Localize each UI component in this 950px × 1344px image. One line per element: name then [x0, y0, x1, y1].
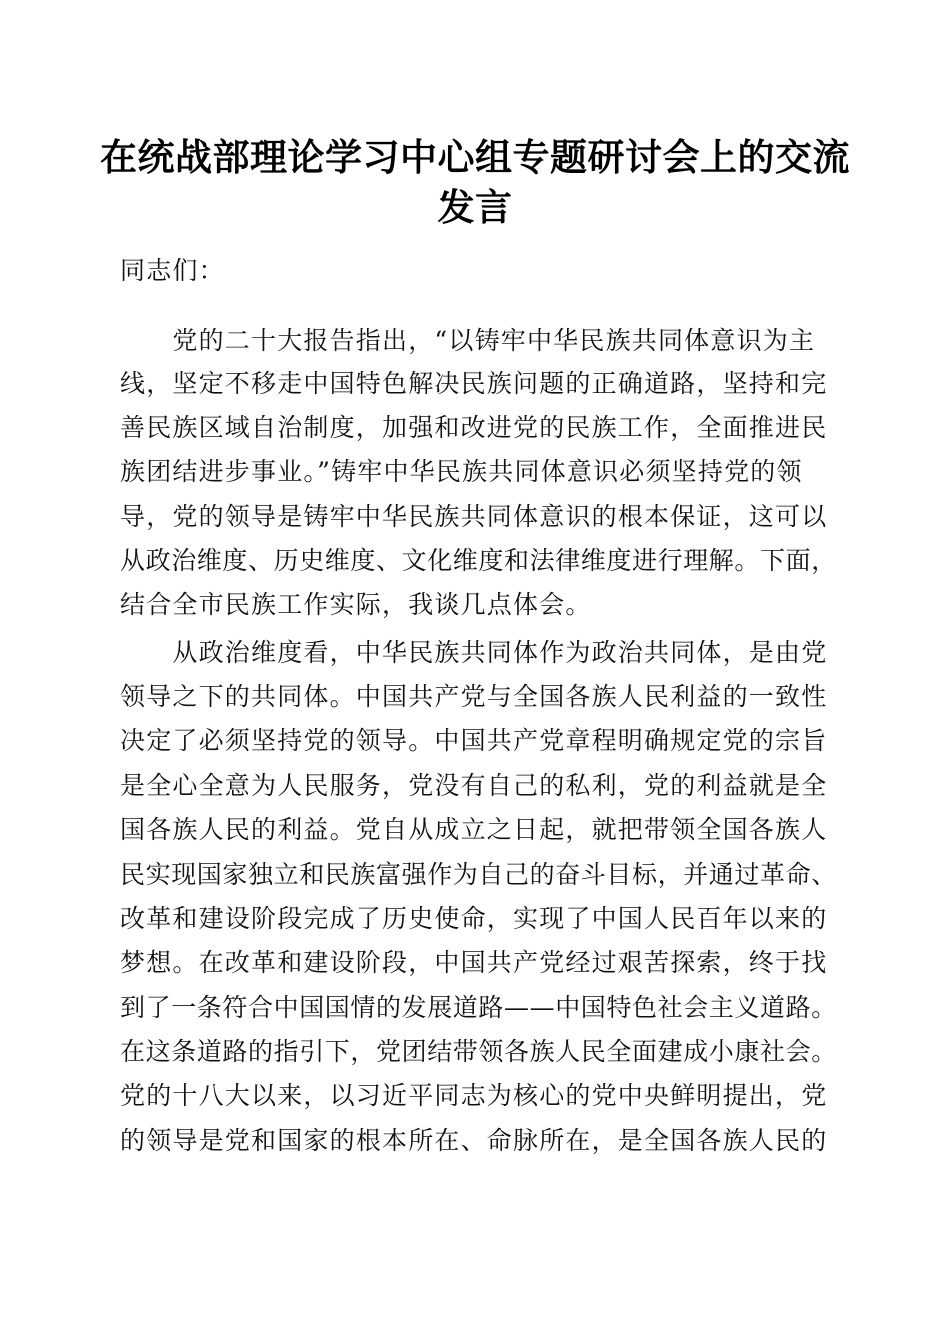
body-line: 决定了必须坚持党的领导。中国共产党章程明确规定党的宗旨 — [120, 726, 828, 755]
body-line: 从政治维度看，中华民族共同体作为政治共同体，是由党 — [120, 638, 828, 667]
body-line: 善民族区域自治制度，加强和改进党的民族工作，全面推进民 — [120, 413, 828, 442]
body-line: 到了一条符合中国国情的发展道路——中国特色社会主义道路。 — [120, 993, 837, 1022]
title-line-2: 发言 — [437, 185, 513, 229]
body-line: 结合全市民族工作实际，我谈几点体会。 — [120, 590, 592, 619]
body-line: 线，坚定不移走中国特色解决民族问题的正确道路，坚持和完 — [120, 369, 828, 398]
body-line: 的领导是党和国家的根本所在、命脉所在，是全国各族人民的 — [120, 1126, 828, 1155]
salutation: 同志们： — [120, 256, 225, 285]
body-line: 梦想。在改革和建设阶段，中国共产党经过艰苦探索，终于找 — [120, 948, 828, 977]
body-line: 族团结进步事业。”铸牢中华民族共同体意识必须坚持党的领 — [120, 457, 803, 486]
body-line: 国各族人民的利益。党自从成立之日起，就把带领全国各族人 — [120, 815, 828, 844]
body-line: 在这条道路的指引下，党团结带领各族人民全面建成小康社会。 — [120, 1037, 837, 1066]
body-line: 民实现国家独立和民族富强作为自己的奋斗目标，并通过革命、 — [120, 860, 837, 889]
body-line: 导，党的领导是铸牢中华民族共同体意识的根本保证，这可以 — [120, 502, 828, 531]
body-line: 从政治维度、历史维度、文化维度和法律维度进行理解。下面， — [120, 546, 837, 575]
body-line: 党的二十大报告指出，“以铸牢中华民族共同体意识为主 — [120, 326, 816, 355]
body-line: 改革和建设阶段完成了历史使命，实现了中国人民百年以来的 — [120, 904, 828, 933]
title-line-1: 在统战部理论学习中心组专题研讨会上的交流 — [100, 135, 850, 179]
document-title — [100, 132, 850, 232]
body-line: 党的十八大以来，以习近平同志为核心的党中央鲜明提出，党 — [120, 1081, 828, 1110]
body-line: 领导之下的共同体。中国共产党与全国各族人民利益的一致性 — [120, 682, 828, 711]
body-line: 是全心全意为人民服务，党没有自己的私利，党的利益就是全 — [120, 771, 828, 800]
